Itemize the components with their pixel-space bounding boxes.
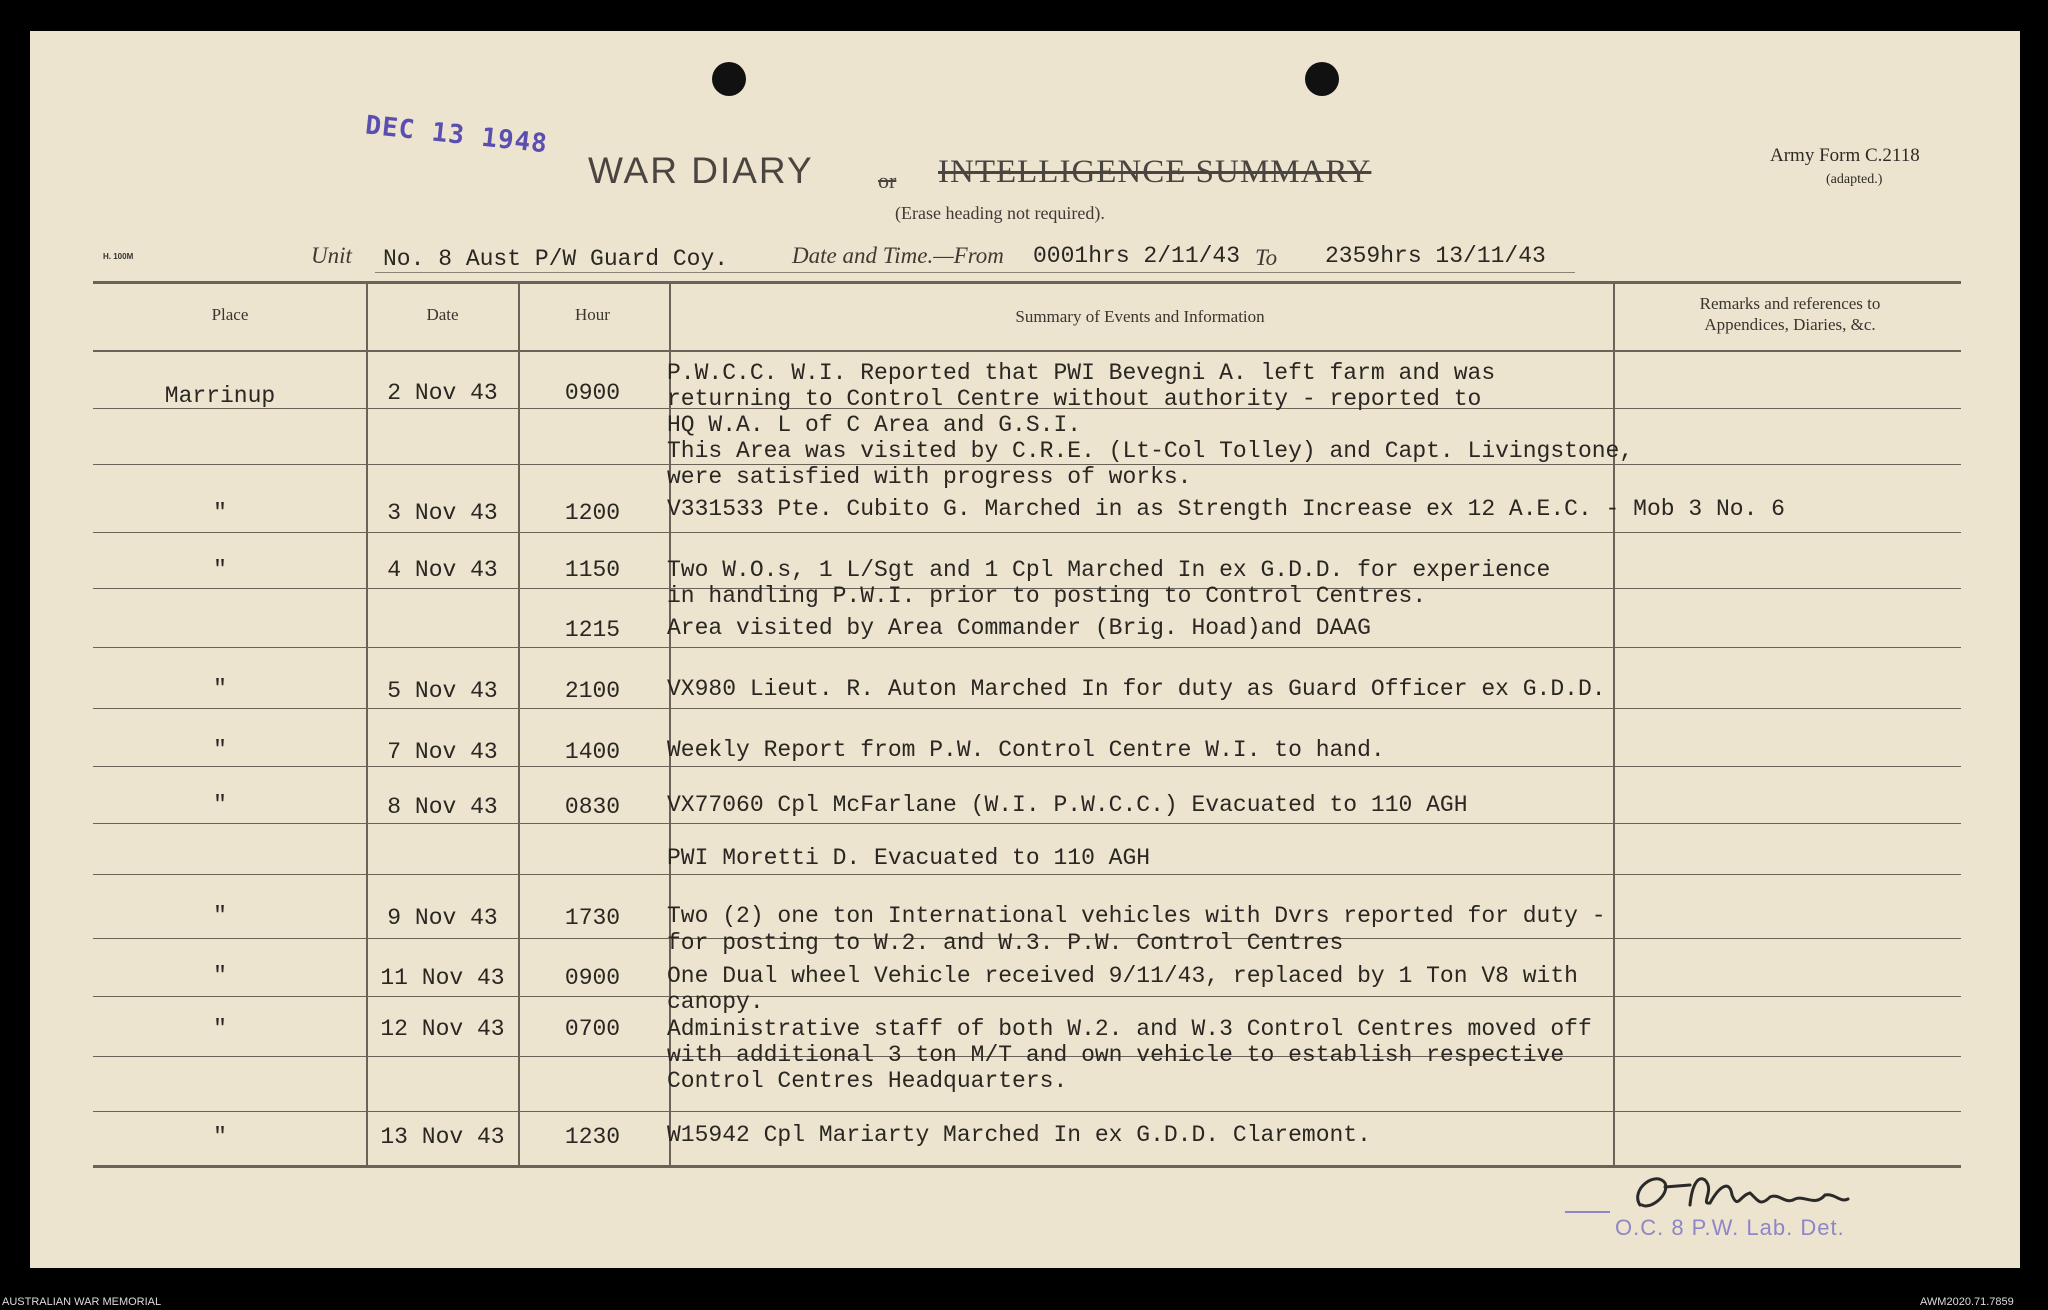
row-hour: 0900 [564, 380, 621, 406]
row-divider [93, 874, 1961, 875]
row-hour: 0900 [564, 965, 621, 991]
row-summary-line: with additional 3 ton M/T and own vehicle to establish respective [667, 1042, 1565, 1068]
row-summary-line: One Dual wheel Vehicle received 9/11/43, replaced by 1 Ton V8 with [667, 963, 1578, 989]
row-hour: 1230 [564, 1124, 621, 1150]
row-place: " [213, 792, 227, 818]
row-hour: 1730 [564, 905, 621, 931]
row-place: " [213, 676, 227, 702]
row-hour: 1400 [564, 739, 621, 765]
row-hour: 0830 [564, 794, 621, 820]
row-hour: 1150 [564, 557, 621, 583]
row-summary-line: returning to Control Centre without authority - reported to [667, 386, 1482, 412]
row-place: " [213, 557, 227, 583]
row-divider [93, 647, 1961, 648]
page-title: WAR DIARY [588, 150, 814, 191]
row-summary-line: Two (2) one ton International vehicles with Dvrs reported for duty - [667, 903, 1606, 929]
row-hour: 2100 [564, 678, 621, 704]
datetime-label: Date and Time.—From [792, 243, 1004, 268]
col-header-summary: Summary of Events and Information [1015, 307, 1265, 326]
officer-stamp: O.C. 8 P.W. Lab. Det. [1615, 1215, 1845, 1240]
row-date: 2 Nov 43 [387, 380, 498, 406]
punch-hole-left [712, 62, 746, 96]
col-header-hour: Hour [575, 305, 610, 324]
title-or-struck: or [878, 168, 897, 193]
unit-label: Unit [311, 243, 352, 268]
title-struck-heading: INTELLIGENCE SUMMARY [938, 154, 1372, 190]
row-place: " [213, 903, 227, 929]
row-summary-line: This Area was visited by C.R.E. (Lt-Col Tolley) and Capt. Livingstone, [667, 438, 1634, 464]
row-place: Marrinup [164, 383, 276, 409]
to-value: 2359hrs 13/11/43 [1325, 243, 1546, 269]
row-summary-line: HQ W.A. L of C Area and G.S.I. [667, 412, 1082, 438]
row-summary-line: in handling P.W.I. prior to posting to Control Centres. [667, 583, 1427, 609]
row-summary-line: were satisfied with progress of works. [667, 464, 1192, 490]
from-value: 0001hrs 2/11/43 [1033, 243, 1241, 269]
row-place: " [213, 963, 227, 989]
row-hour: 1200 [564, 500, 621, 526]
form-number: Army Form C.2118 [1770, 145, 1920, 166]
erase-note: (Erase heading not required). [895, 203, 1105, 223]
row-divider [93, 708, 1961, 709]
row-date: 5 Nov 43 [387, 678, 498, 704]
row-date: 11 Nov 43 [380, 965, 505, 991]
row-date: 8 Nov 43 [387, 794, 498, 820]
row-hour: 0700 [564, 1016, 621, 1042]
row-date: 3 Nov 43 [387, 500, 498, 526]
col-divider-place [366, 282, 368, 1166]
row-summary-line: Two W.O.s, 1 L/Sgt and 1 Cpl Marched In ex G.D.D. for experience [667, 557, 1551, 583]
col-header-date: Date [426, 305, 459, 324]
row-place: " [213, 1016, 227, 1042]
col-divider-summary [1613, 282, 1615, 1166]
row-place: " [213, 1124, 227, 1150]
form-adapted: (adapted.) [1826, 172, 1883, 187]
row-summary-line: Weekly Report from P.W. Control Centre W.I. to hand. [667, 737, 1385, 763]
punch-hole-right [1305, 62, 1339, 96]
row-summary-line: Control Centres Headquarters. [667, 1068, 1068, 1094]
row-summary-line: VX980 Lieut. R. Auton Marched In for duty as Guard Officer ex G.D.D. [667, 676, 1606, 702]
row-date: 7 Nov 43 [387, 739, 498, 765]
row-summary-line: Area visited by Area Commander (Brig. Hoad)and DAAG [667, 615, 1371, 641]
row-date: 4 Nov 43 [387, 557, 498, 583]
footer-source: AUSTRALIAN WAR MEMORIAL [2, 1296, 162, 1308]
row-place: " [213, 500, 227, 526]
footer-id: AWM2020.71.7859 [1920, 1296, 2014, 1308]
row-divider [93, 532, 1961, 533]
row-date: 12 Nov 43 [380, 1016, 505, 1042]
row-summary-line: Administrative staff of both W.2. and W.3 Control Centres moved off [667, 1016, 1592, 1042]
row-divider [93, 996, 1961, 997]
print-code: H. 100M [103, 252, 134, 261]
stamp-dash [1565, 1211, 1610, 1213]
row-summary-line: canopy. [667, 989, 764, 1015]
row-summary-line: PWI Moretti D. Evacuated to 110 AGH [667, 845, 1151, 871]
row-summary-line: VX77060 Cpl McFarlane (W.I. P.W.C.C.) Evacuated to 110 AGH [667, 792, 1468, 818]
row-divider [93, 766, 1961, 767]
row-summary-line: W15942 Cpl Mariarty Marched In ex G.D.D. Claremont. [667, 1122, 1371, 1148]
table-top-border [93, 281, 1961, 284]
row-divider [93, 1111, 1961, 1112]
unit-underline [375, 272, 1575, 273]
row-place: " [213, 737, 227, 763]
col-header-place: Place [211, 305, 249, 324]
row-hour: 1215 [564, 617, 621, 643]
header-divider [93, 350, 1961, 352]
col-divider-date [518, 282, 520, 1166]
received-date-stamp: DEC 13 1948 [363, 110, 550, 160]
row-date: 9 Nov 43 [387, 905, 498, 931]
row-divider [93, 823, 1961, 824]
col-header-remarks: Remarks and references to Appendices, Diaries, &c. [1699, 294, 1881, 334]
row-summary-line: P.W.C.C. W.I. Reported that PWI Bevegni A. left farm and was [667, 360, 1496, 386]
to-label: To [1255, 245, 1278, 270]
row-summary-line: for posting to W.2. and W.3. P.W. Control Centres [667, 930, 1344, 956]
row-summary-line: V331533 Pte. Cubito G. Marched in as Strength Increase ex 12 A.E.C. - Mob 3 No. 6 [667, 496, 1785, 522]
unit-value: No. 8 Aust P/W Guard Coy. [383, 246, 729, 272]
row-date: 13 Nov 43 [380, 1124, 505, 1150]
